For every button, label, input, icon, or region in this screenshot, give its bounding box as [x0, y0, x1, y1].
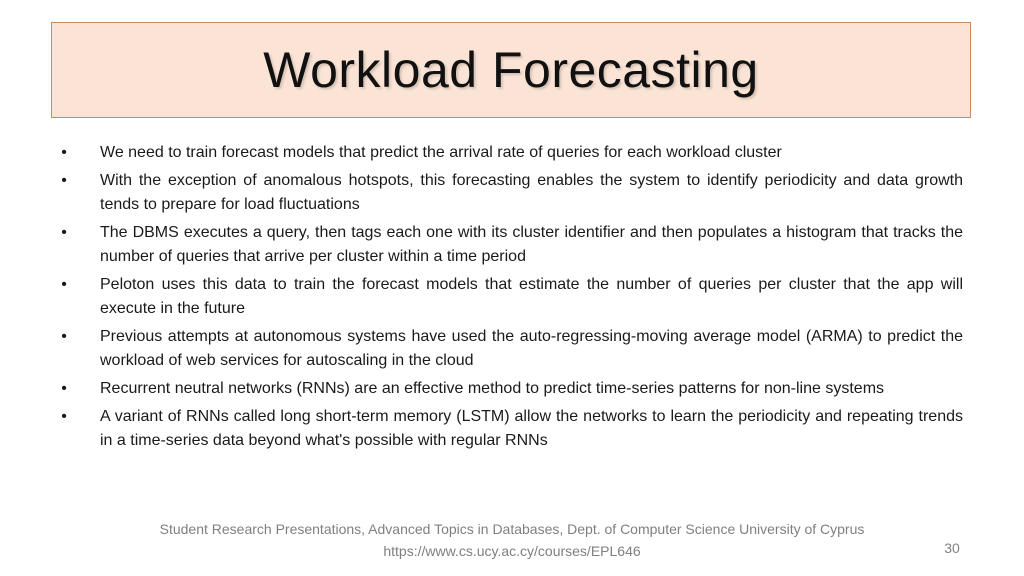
bullet-dot-icon: •: [61, 172, 67, 189]
bullet-item: [58, 141, 963, 165]
bullet-item: [58, 377, 963, 401]
bullet-dot-icon: •: [61, 224, 67, 241]
slide-title: Workload Forecasting: [263, 42, 759, 98]
slide-footer: [0, 518, 1024, 562]
bullet-text: Recurrent neutral networks (RNNs) are an effective method to predict time-series patterns for non-line systems: [100, 380, 885, 397]
bullet-text: With the exception of anomalous hotspots, this forecasting enables the system to identify periodicity and data growth tends to prepare for load fluctuations: [100, 172, 963, 213]
page-number: 30: [944, 540, 960, 556]
bullet-item: [58, 221, 963, 269]
bullet-dot-icon: •: [61, 328, 67, 345]
bullet-dot-icon: •: [61, 408, 67, 425]
bullet-text: Peloton uses this data to train the forecast models that estimate the number of queries per cluster that the app will execute in the future: [100, 276, 963, 317]
title-box: [51, 22, 971, 118]
bullet-item: [58, 273, 963, 321]
bullet-text: The DBMS executes a query, then tags each one with its cluster identifier and then populates a histogram that tracks the number of queries that arrive per cluster within a time period: [100, 224, 963, 265]
footer-url: https://www.cs.ucy.ac.cy/courses/EPL646: [383, 543, 641, 559]
bullet-item: [58, 169, 963, 217]
bullet-dot-icon: •: [61, 144, 67, 161]
bullet-item: [58, 405, 963, 453]
bullet-dot-icon: •: [61, 276, 67, 293]
bullet-text: Previous attempts at autonomous systems have used the auto-regressing-moving average model (ARMA) to predict the workload of web services for autoscaling in the cloud: [100, 328, 963, 369]
footer-course-line: Student Research Presentations, Advanced Topics in Databases, Dept. of Computer Science University of Cyprus: [159, 521, 865, 537]
bullet-text: A variant of RNNs called long short-term memory (LSTM) allow the networks to learn the periodicity and repeating trends in a time-series data beyond what's possible with regular RNNs: [100, 408, 963, 449]
bullet-text: We need to train forecast models that predict the arrival rate of queries for each workload cluster: [100, 144, 782, 161]
bullet-list: [58, 141, 963, 457]
bullet-dot-icon: •: [61, 380, 67, 397]
bullet-item: [58, 325, 963, 373]
